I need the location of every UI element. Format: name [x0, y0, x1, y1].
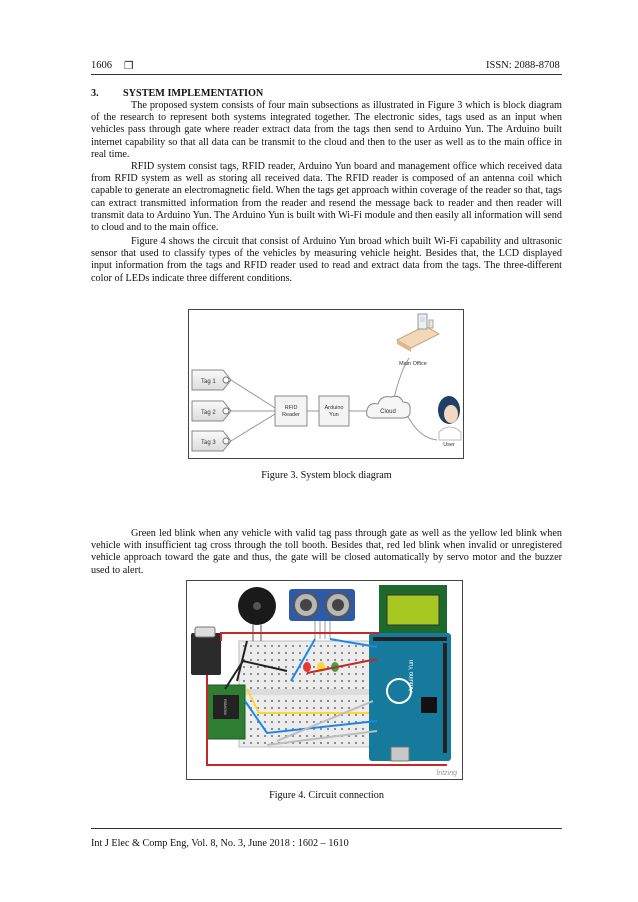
- figure-4-circuit: [186, 580, 463, 780]
- arduino-yun-box: [319, 396, 349, 426]
- section-number: 3.: [91, 88, 99, 99]
- figure-4-caption: Figure 4. Circuit connection: [269, 790, 384, 801]
- cloud-label: Cloud: [380, 409, 396, 415]
- tag-2-label: Tag 2: [201, 410, 216, 416]
- tag-3-label: Tag 3: [201, 440, 216, 446]
- box-icon: ❒: [124, 61, 134, 72]
- section-title: SYSTEM IMPLEMENTATION: [123, 88, 264, 99]
- tag-3: [192, 431, 231, 451]
- paragraph-3: Figure 4 shows the circuit that consist of Arduino Yun broad which built Wi-Fi capability and ultrasonic sensor that used to classify types of the vehicles by measuring vehicle height. Besides that, the LCD displayed input information from the tags and RFID reader used to read and extract data from the tags. The three-different color of LEDs indicate three different conditions.: [91, 236, 562, 284]
- paragraph-4: Green led blink when any vehicle with valid tag pass through gate as well as the yellow led blink when vehicle with insufficient tag cross through the toll booth. Besides that, red led blink when invalid or unregistered vehicle approach toward the gate and thus, the gate will be closed automatically by servo motor and the buzzer used to alert.: [91, 528, 562, 576]
- section-heading: [91, 88, 263, 99]
- user-icon: [438, 396, 461, 448]
- rfid-reader-box: [275, 396, 307, 426]
- figure-3-block-diagram: [188, 309, 464, 459]
- page-number: 1606: [91, 60, 112, 71]
- footer-citation: Int J Elec & Comp Eng, Vol. 8, No. 3, June 2018 : 1602 – 1610: [91, 838, 349, 849]
- issn: ISSN: 2088-8708: [486, 60, 560, 71]
- paragraph-1: The proposed system consists of four main subsections as illustrated in Figure 3 which is block diagram of the research to represent both systems integrated together. The electronic sides, tags used as an input when vehicles pass through gate where reader extract data from the tags then send to Arduino Yun. The Arduino built internet capability so that all data can be transmit to the cloud and then to the user as well as to the main office in real time.: [91, 100, 562, 160]
- cloud-icon: [367, 396, 411, 418]
- paragraph-2: RFID system consist tags, RFID reader, Arduino Yun board and management office which received data from RFID system as well as storing all received data. The RFID reader is composed of an antenna coil which capable to generate an electromagnetic field. When the tags get approach within coverage of the reader so that, tags can extract transmitted information from the reader and resend the message back to reader and then reader will transmit data to Arduino Yun. The Arduino Yun is built with Wi-Fi module and then easily all information will send to cloud and to the main office.: [91, 161, 562, 234]
- tag-1-label: Tag 1: [201, 379, 216, 385]
- svg-text:RFID: RFID: [284, 405, 298, 411]
- svg-text:Arduino: Arduino: [324, 405, 344, 411]
- tag-2: [192, 401, 231, 421]
- figure-3-caption: Figure 3. System block diagram: [261, 470, 392, 481]
- svg-text:Yun: Yun: [329, 412, 339, 418]
- rfid-chip-label: RDM6300: [223, 699, 227, 715]
- fritzing-watermark: fritzing: [436, 770, 457, 777]
- user-label: User: [443, 442, 455, 448]
- breadboard: [239, 641, 387, 747]
- footer-rule: [91, 828, 562, 829]
- servo-motor: [191, 627, 221, 675]
- header-rule: [91, 74, 562, 75]
- main-office-icon: [397, 314, 439, 367]
- arduino-board-label: Arduino Yun: [409, 659, 415, 693]
- rfid-reader-module: [207, 685, 245, 739]
- lcd-display: [379, 585, 447, 637]
- arduino-yun-board: [369, 633, 451, 761]
- main-office-label: Main Office: [399, 361, 427, 367]
- tag-1: [192, 370, 231, 390]
- svg-text:Reader: Reader: [281, 412, 301, 418]
